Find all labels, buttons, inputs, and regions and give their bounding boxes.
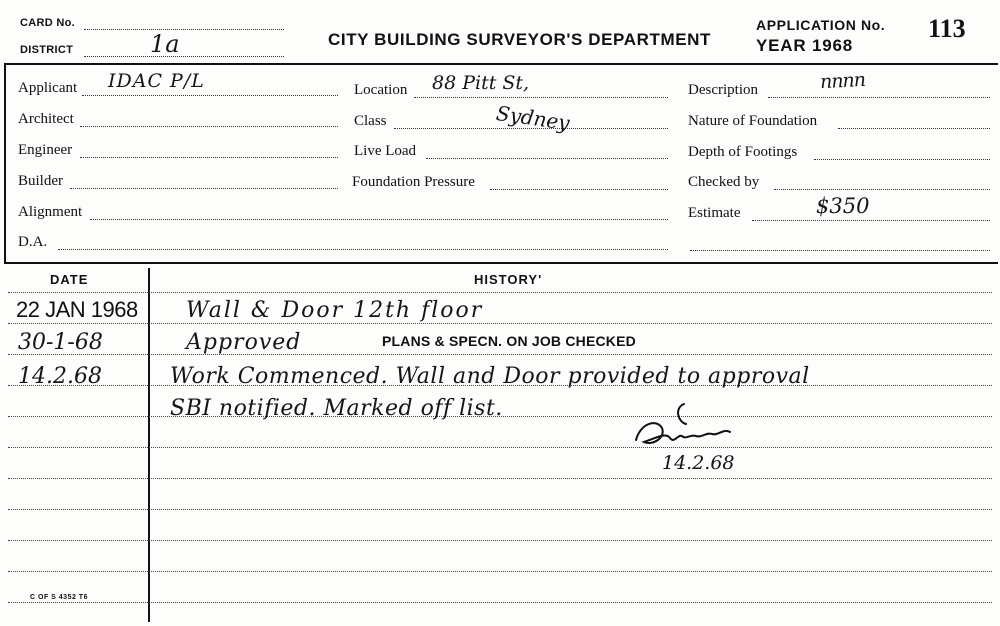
district-line	[84, 56, 284, 57]
checked-by-label: Checked by	[688, 174, 760, 190]
history-rule	[8, 540, 992, 541]
history-text: SBI notified. Marked off list.	[170, 396, 503, 421]
estimate-line	[752, 220, 990, 221]
class-value: Sydney	[494, 100, 572, 136]
da-label: D.A.	[18, 234, 48, 250]
alignment-line	[90, 219, 668, 220]
nature-of-foundation-line	[838, 128, 990, 129]
builder-label: Builder	[18, 173, 63, 189]
engineer-label: Engineer	[18, 142, 73, 158]
foundation-pressure-line	[490, 189, 668, 190]
signature-date: 14.2.68	[662, 452, 735, 474]
alignment-label: Alignment	[18, 204, 83, 220]
estimate-label: Estimate	[688, 205, 741, 221]
history-date: 22 JAN 1968	[16, 297, 138, 322]
da-line	[58, 249, 668, 250]
applicant-line	[82, 95, 338, 96]
history-rule	[8, 354, 992, 355]
foundation-pressure-label: Foundation Pressure	[352, 174, 475, 190]
history-rule	[8, 571, 992, 572]
live-load-line	[426, 158, 668, 159]
history-text: Approved	[186, 330, 302, 355]
details-bottom-border	[4, 262, 998, 264]
department-title: CITY BUILDING SURVEYOR'S DEPARTMENT	[328, 30, 712, 49]
history-rule	[8, 447, 992, 448]
location-value: 88 Pitt St,	[432, 72, 530, 94]
history-date: 30-1-68	[18, 330, 103, 355]
card-no-line	[84, 29, 284, 30]
description-label: Description	[688, 82, 758, 98]
date-column-divider	[148, 268, 150, 622]
date-header: DATE	[50, 272, 89, 287]
architect-line	[80, 126, 338, 127]
description-value: nnnn	[819, 68, 866, 94]
details-left-border	[4, 63, 6, 263]
history-rule	[8, 602, 992, 603]
class-label: Class	[354, 113, 387, 129]
applicant-label: Applicant	[18, 80, 78, 96]
form-code: C OF S 4352 T6	[30, 594, 88, 601]
nature-of-foundation-label: Nature of Foundation	[688, 113, 818, 129]
history-rule	[8, 509, 992, 510]
signature	[626, 398, 746, 458]
history-rule	[8, 323, 992, 324]
history-header: HISTORY'	[474, 272, 543, 287]
description-line	[768, 97, 990, 98]
district-label: DISTRICT	[20, 44, 74, 56]
checked-by-line	[774, 189, 990, 190]
builder-line	[70, 188, 338, 189]
location-line	[414, 97, 668, 98]
application-label: APPLICATION No.	[756, 17, 886, 33]
location-label: Location	[354, 82, 408, 98]
engineer-line	[80, 157, 338, 158]
live-load-label: Live Load	[354, 143, 417, 159]
card-no-label: CARD No.	[20, 17, 75, 29]
applicant-value: IDAC P/L	[108, 70, 205, 92]
depth-of-footings-label: Depth of Footings	[688, 144, 798, 160]
extra-line	[690, 250, 990, 251]
history-text: Work Commenced. Wall and Door provided to approval	[170, 364, 810, 389]
year-label: YEAR 1968	[756, 36, 853, 55]
history-rule	[8, 292, 992, 293]
district-value: 1a	[150, 30, 180, 58]
details-top-border	[4, 63, 998, 65]
plans-checked-stamp: PLANS & SPECN. ON JOB CHECKED	[382, 333, 636, 349]
history-text: Wall & Door 12th floor	[186, 298, 484, 323]
history-rule	[8, 478, 992, 479]
history-date: 14.2.68	[18, 364, 102, 389]
application-number: 113	[928, 14, 966, 43]
architect-label: Architect	[18, 111, 74, 127]
estimate-value: $350	[816, 194, 870, 218]
depth-of-footings-line	[814, 159, 990, 160]
